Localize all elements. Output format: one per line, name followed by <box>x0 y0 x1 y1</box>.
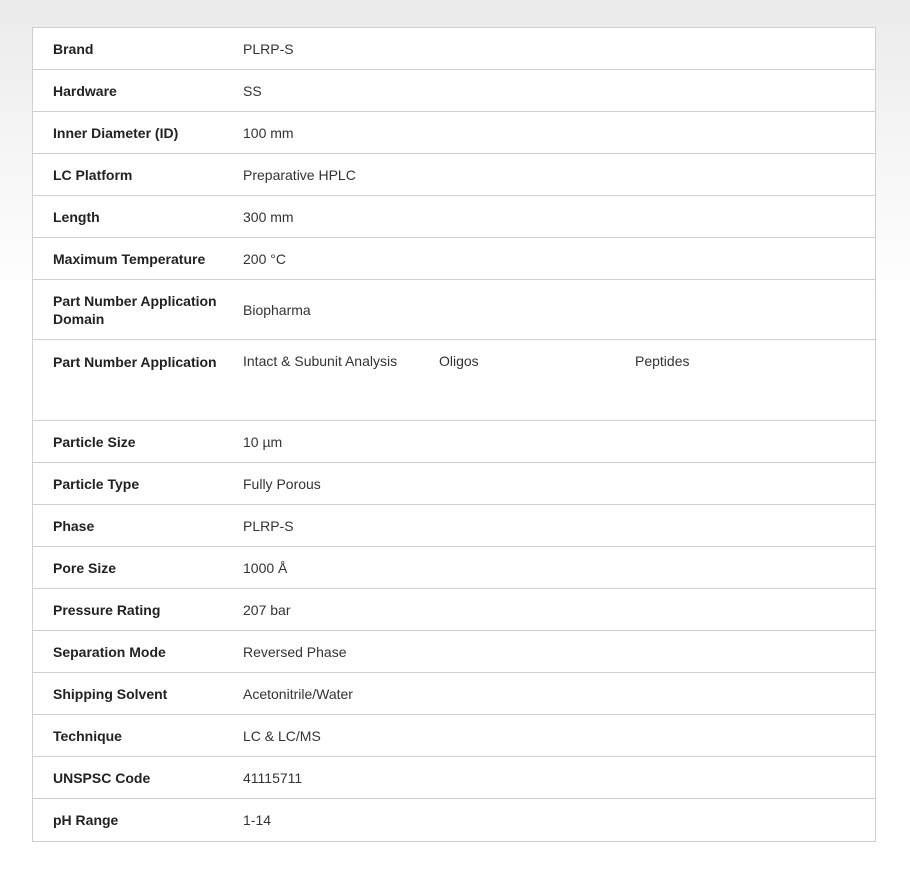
spec-value: 41115711 <box>243 769 303 786</box>
spec-row-unspsc-code <box>33 757 875 799</box>
spec-label: Pore Size <box>53 559 117 576</box>
spec-value: 300 mm <box>243 208 294 225</box>
spec-value: 200 °C <box>243 250 286 267</box>
spec-value: 1000 Å <box>243 559 288 576</box>
spec-value: SS <box>243 82 262 99</box>
spec-value: Peptides <box>635 353 690 369</box>
spec-label: Shipping Solvent <box>53 685 168 702</box>
spec-row-lc-platform <box>33 154 875 196</box>
spec-row-pressure-rating <box>33 589 875 631</box>
spec-label: Particle Type <box>53 475 140 492</box>
spec-label: Part Number Application Domain <box>53 292 217 327</box>
spec-value: Fully Porous <box>243 475 321 492</box>
spec-label: Inner Diameter (ID) <box>53 124 179 141</box>
spec-value: Biopharma <box>243 301 311 318</box>
spec-row-ph-range <box>33 799 875 841</box>
spec-value: Intact & Subunit Analysis <box>243 353 398 369</box>
spec-row-shipping-solvent <box>33 673 875 715</box>
spec-row-phase <box>33 505 875 547</box>
spec-row-particle-size <box>33 421 875 463</box>
spec-row-particle-type <box>33 463 875 505</box>
spec-row-inner-diameter <box>33 112 875 154</box>
spec-value: Preparative HPLC <box>243 166 356 183</box>
spec-value: Acetonitrile/Water <box>243 685 353 702</box>
spec-value: PLRP-S <box>243 40 294 57</box>
spec-label: Length <box>53 208 100 225</box>
spec-value-list <box>243 353 875 369</box>
spec-value: PLRP-S <box>243 517 294 534</box>
spec-label: Particle Size <box>53 433 136 450</box>
spec-label: Maximum Temperature <box>53 250 206 267</box>
spec-value: 207 bar <box>243 601 291 618</box>
spec-row-brand <box>33 28 875 70</box>
spec-row-maximum-temperature <box>33 238 875 280</box>
spec-label: Brand <box>53 40 94 57</box>
spec-label: LC Platform <box>53 166 133 183</box>
spec-row-pore-size <box>33 547 875 589</box>
spec-row-separation-mode <box>33 631 875 673</box>
spec-row-application <box>33 340 875 421</box>
spec-row-technique <box>33 715 875 757</box>
spec-row-hardware <box>33 70 875 112</box>
spec-value: 1-14 <box>243 812 272 828</box>
spec-label: Separation Mode <box>53 643 166 660</box>
spec-value: Reversed Phase <box>243 643 347 660</box>
spec-value: 10 µm <box>243 433 283 450</box>
spec-label: pH Range <box>53 812 119 828</box>
spec-label: Technique <box>53 727 122 744</box>
spec-row-length <box>33 196 875 238</box>
spec-label: Hardware <box>53 82 117 99</box>
spec-label: UNSPSC Code <box>53 769 151 786</box>
spec-label: Phase <box>53 517 95 534</box>
spec-label: Part Number Application <box>53 354 217 370</box>
spec-value: LC & LC/MS <box>243 727 321 744</box>
spec-value: Oligos <box>439 353 479 369</box>
spec-label: Pressure Rating <box>53 601 161 618</box>
spec-row-application-domain <box>33 280 875 340</box>
specifications-table <box>32 27 876 842</box>
spec-value: 100 mm <box>243 124 294 141</box>
